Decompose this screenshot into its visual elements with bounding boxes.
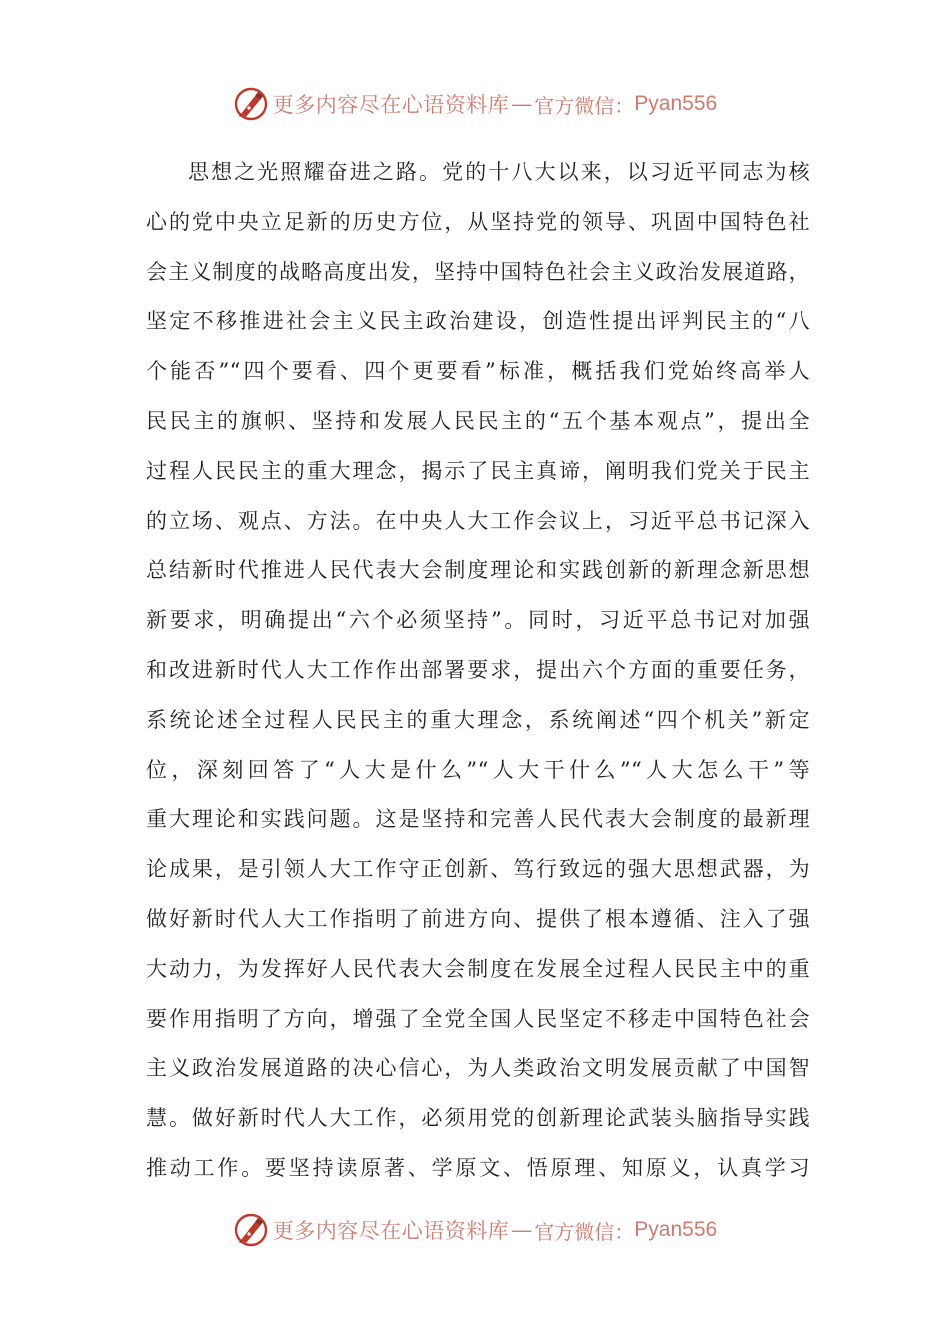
banner-text: 更多内容尽在心语资料库 bbox=[272, 1219, 510, 1243]
text-line: 做好新时代人大工作指明了前进方向、提供了根本遵循、注入了强 bbox=[146, 906, 810, 931]
text-line: 和改进新时代人大工作作出部署要求，提出六个方面的重要任务， bbox=[146, 657, 810, 682]
banner-wechat-label: 官方微信： bbox=[534, 1219, 635, 1244]
document-body bbox=[146, 148, 810, 1194]
text-line: 位，深刻回答了“人大是什么”“人大干什么”“人大怎么干”等 bbox=[146, 757, 810, 782]
text-line: 要作用指明了方向，增强了全党全国人民坚定不移走中国特色社会 bbox=[146, 1006, 810, 1031]
text-line: 重大理论和实践问题。这是坚持和完善人民代表大会制度的最新理 bbox=[146, 807, 810, 832]
text-line: 总结新时代推进人民代表大会制度理论和实践创新的新理念新思想 bbox=[146, 558, 810, 583]
text-line: 慧。做好新时代人大工作，必须用党的创新理论武装头脑指导实践 bbox=[146, 1106, 810, 1131]
banner-wechat-id: Pyan556 bbox=[634, 1218, 718, 1241]
text-line: 过程人民民主的重大理念，揭示了民主真谛，阐明我们党关于民主 bbox=[146, 458, 810, 483]
footer-banner bbox=[0, 1210, 950, 1250]
pen-nib-icon bbox=[233, 1212, 269, 1248]
pen-nib-icon bbox=[233, 86, 269, 122]
text-line: 会主义制度的战略高度出发，坚持中国特色社会主义政治发展道路， bbox=[146, 259, 810, 284]
text-line: 坚定不移推进社会主义民主政治建设，创造性提出评判民主的“八 bbox=[146, 309, 810, 334]
banner-wechat-id: Pyan556 bbox=[634, 92, 718, 115]
text-line: 新要求，明确提出“六个必须坚持”。同时，习近平总书记对加强 bbox=[146, 608, 810, 633]
text-line: 大动力，为发挥好人民代表大会制度在发展全过程人民民主中的重 bbox=[146, 956, 810, 981]
banner-dash: — bbox=[511, 1218, 533, 1242]
header-banner bbox=[0, 84, 950, 124]
banner-wechat-label: 官方微信： bbox=[534, 93, 635, 118]
text-line: 主义政治发展道路的决心信心，为人类政治文明发展贡献了中国智 bbox=[146, 1056, 810, 1081]
text-line: 民民主的旗帜、坚持和发展人民民主的“五个基本观点”，提出全 bbox=[146, 408, 810, 433]
text-line: 的立场、观点、方法。在中央人大工作会议上，习近平总书记深入 bbox=[146, 508, 810, 533]
text-line: 推动工作。要坚持读原著、学原文、悟原理、知原义，认真学习 bbox=[146, 1155, 810, 1180]
text-line: 思想之光照耀奋进之路。党的十八大以来，以习近平同志为核 bbox=[188, 160, 810, 184]
text-line: 心的党中央立足新的历史方位，从坚持党的领导、巩固中国特色社 bbox=[146, 209, 810, 234]
banner-text: 更多内容尽在心语资料库 bbox=[272, 93, 510, 117]
text-line: 系统论述全过程人民民主的重大理念，系统阐述“四个机关”新定 bbox=[146, 707, 810, 732]
text-line: 论成果，是引领人大工作守正创新、笃行致远的强大思想武器，为 bbox=[146, 857, 810, 882]
banner-dash: — bbox=[511, 92, 533, 116]
text-line: 个能否”“四个要看、四个更要看”标准，概括我们党始终高举人 bbox=[146, 359, 810, 384]
